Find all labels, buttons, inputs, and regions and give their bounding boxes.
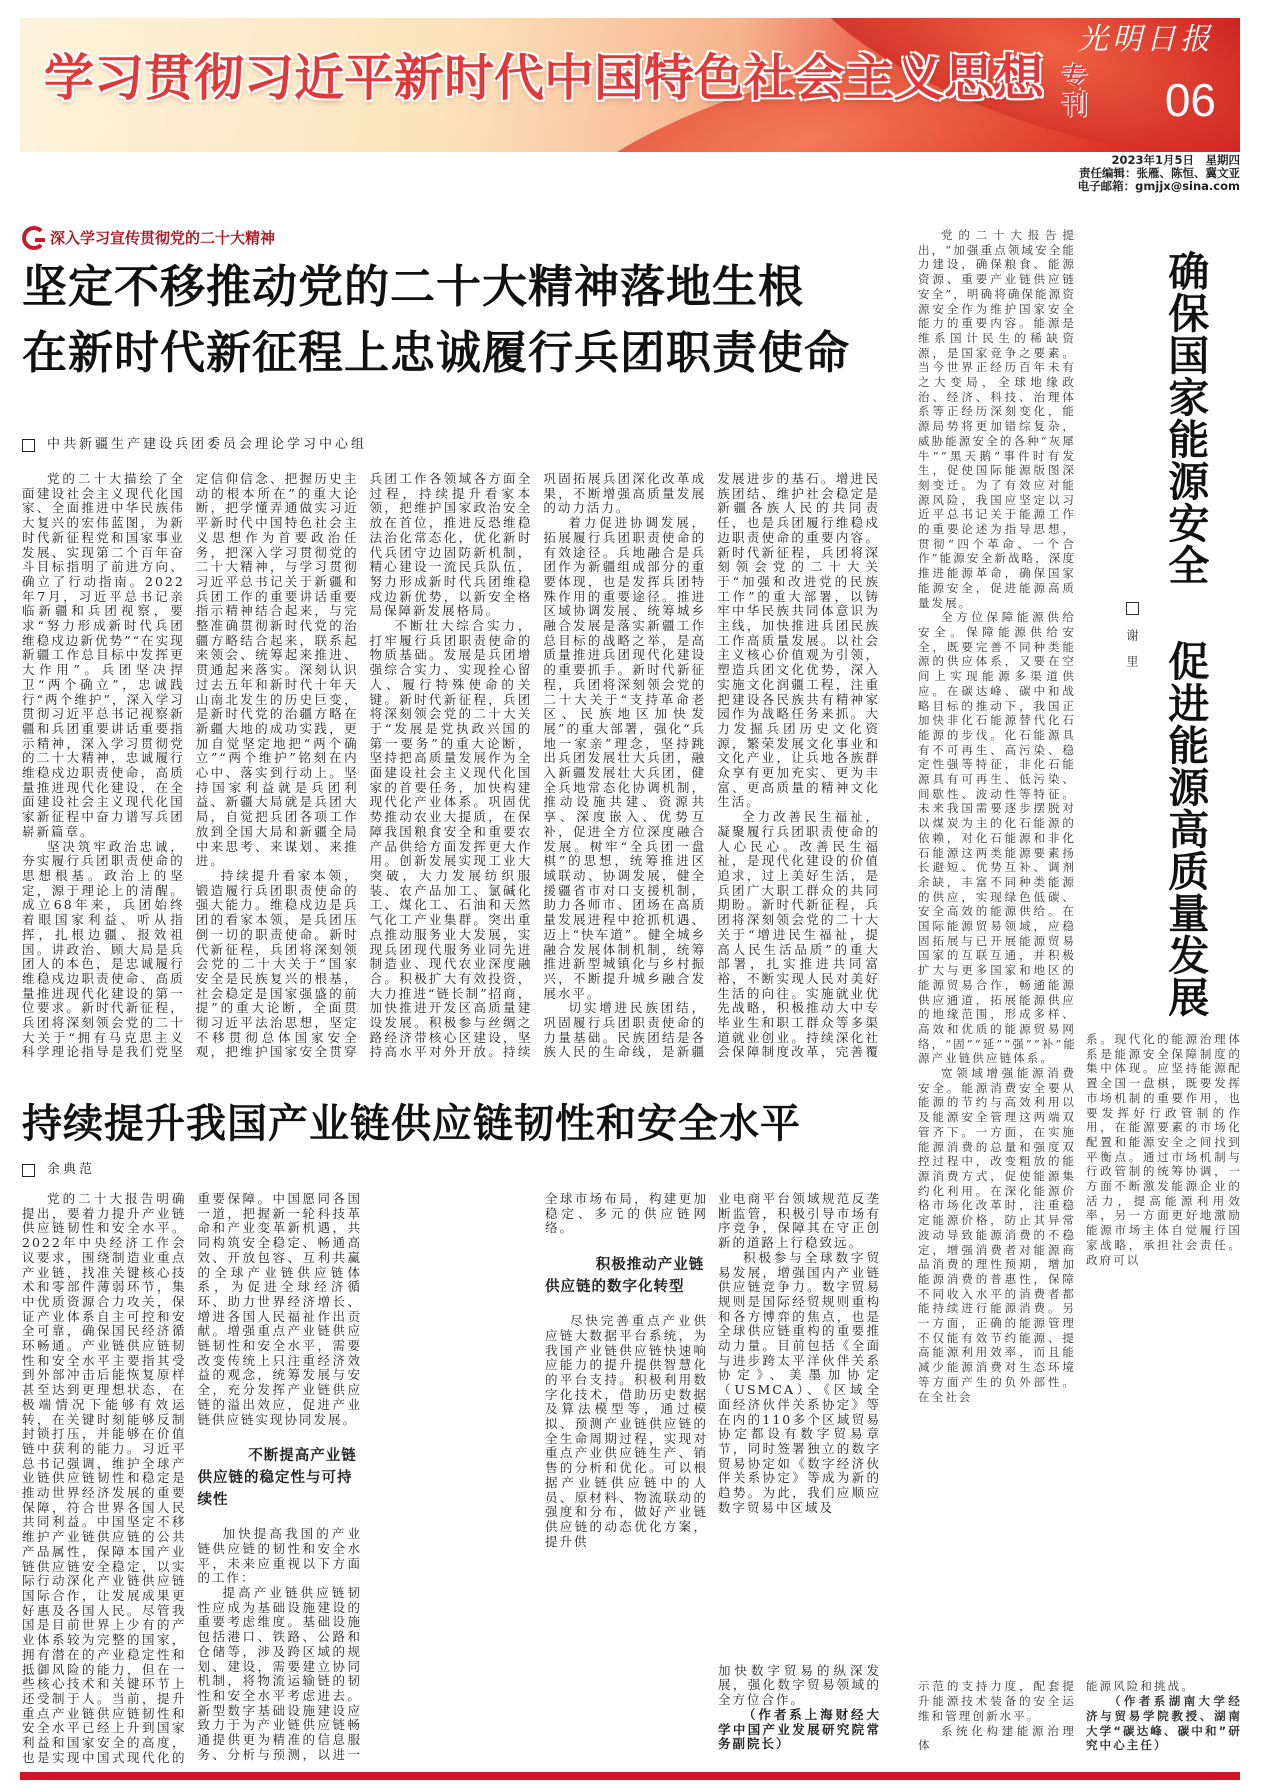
newspaper-logo: 光明日报 [1078,22,1214,57]
energy-byline [1125,602,1139,681]
energy-headline-part2: 促进能源高质量发展 [1161,640,1210,1018]
article1-body [22,472,880,1072]
energy-article-column-b [1086,1032,1242,1753]
special-issue-label: 专刊 [1062,63,1089,121]
g-logo-icon [22,226,46,250]
subheading: 不断提高产业链供应链的稳定性与可持续性 [197,1448,357,1509]
kicker-text: 深入学习宣传贯彻党的二十大精神 [50,229,276,247]
email: 电子邮箱：gmjjx@sina.com [1077,179,1240,193]
energy-column-a-bottom [918,1679,1076,1753]
paragraph: 加快提高我国的产业链供应链的韧性和安全水平，未来应重视以下方面的工作： [197,1526,362,1586]
paragraph: 全力改善民生福祉，凝聚履行兵团职责使命的人心民心。改善民生福祉，是现代化建设的价值追求，过上美好生活，是兵团广大职工群众的共同期盼。新时代新征程，兵团将深刻领会党的二十大关于“增进民生福祉，提高人民生活品质”的重大部署，扎实推进共同富裕，不断实现人民对美好生活的向往。实施就业优先战略，积极推动大中专毕业生和职工群众等多渠道就业创业。持续深化社会保障制度改革，完善覆 [717,809,880,1060]
paragraph: 提高产业链供应链韧性应成为基础设施建设的重要考虑维度。基础设施包括港口、铁路、公路和仓储等，涉及跨区域的规划、建设，需要建立协同机制，将物流运输链的韧性和安全水平考虑进去。新型数字基础设施建设应致力于为产业链供应链畅通提供更为精准的信息服务、分析与预测，以进一 [197,1585,362,1762]
energy-article-column-a [918,228,1076,1753]
paragraph: 坚决筑牢政治忠诚，夯实履行兵团职责使命的思想根基。政治上的坚定，源于理论上的清醒。成立68年来，兵团始终着眼国家利益、听从指挥，扎根边疆、报效祖国。讲政治、顾大局是兵团人的本色，是忠诚履行维稳戍边职责使命、高质量推进现代化建设的第一位要求。新时代新征程，兵团将深刻领会党的二十大关于“拥有马克思主义科学理论指导是我们党坚定信仰信念、把握历史主动的根本所在”的重大论断，把学懂弄通做实习近平新时代中国特色社会主义思想作为首要政治任务，把深入学习贯彻党的二十大精神，与学习贯彻习近平总书记关于新疆和兵团工作的重要讲话重要指示精神结合起来，与完整准确贯彻新时代党的治疆方略结合起来，联系起来领会、统筹起来推进、贯通起来落实。深刻认识过去五年和新时代十年天山南北发生的历史巨变，是新时代党的治疆方略在新疆大地的成功实践，更加自觉坚定地把“两个确立”“两个维护”铭刻在内心中、落实到行动上。坚持国家利益就是兵团利益、新疆大局就是兵团大局，自觉把兵团各项工作放到全国大局和新疆全局中来思考、来谋划、来推进。 [22,472,359,1060]
article2-columns-1-2 [22,1192,362,1767]
author-note: （作者系湖南大学经济与贸易学院教授、湖南大学“碳达峰、碳中和”研究中心主任） [1086,1694,1242,1753]
paragraph: 积极参与全球数字贸易发展，增强国内产业链供应链竞争力。数字贸易规则是国际经贸规则重构和各方博弈的焦点，也是全球供应链重构的重要推动力量。目前包括《全面与进步跨太平洋伙伴关系协定》、美墨加协定（USMCA）、《区域全面经济伙伴关系协定》等在内的110多个区域贸易协定都设有数字贸易章节，同时签署独立的数字贸易协定如《数字经济伙伴关系协定》等成为新的趋势。为此，我们应顺应数字贸易中区域及 [718,1249,881,1515]
byline-box-icon [22,1164,35,1177]
paragraph: 全球市场布局，构建更加稳定、多元的供应链网络。 [545,1192,708,1236]
article1-headline-line2: 在新时代新征程上忠诚履行兵团职责使命 [22,326,851,379]
paragraph: 切实增进民族团结，巩固履行兵团职责使命的力量基础。民族团结是各族人民的生命线，是新疆发展进步的基石。增进民族团结、维护社会稳定是新疆各族人民的共同责任，也是兵团履行维稳戍边职责使命的重要内容。新时代新征程，兵团将深刻领会党的二十大关于“加强和改进党的民族工作”的重大部署，以铸牢中华民族共同体意识为主线，加快推进兵团民族工作高质量发展。以社会主义核心价值观为引领，塑造兵团文化优势，深入实施文化润疆工程，注重把建设各民族共有精神家园作为战略任务来抓。大力发掘兵团历史文化资源，繁荣发展文化事业和文化产业，让兵地各族群众享有更加充实、更为丰富、更高质量的精神文化生活。 [543,472,880,1060]
section-kicker [22,226,275,250]
article2-headline: 持续提升我国产业链供应链韧性和安全水平 [22,1100,801,1147]
paragraph: 能源风险和挑战。 [1086,1679,1195,1694]
byline-box-icon [1126,602,1139,615]
paragraph: 加快数字贸易的纵深发展，强化数字贸易领域的全方位合作。 [718,1662,881,1708]
article2-column-5 [718,1192,881,1752]
article1-byline [22,437,367,453]
article2-column-5-bottom [718,1664,881,1752]
masthead-banner [20,18,1240,152]
page-number: 06 [1164,74,1216,126]
issue-meta [1078,154,1240,193]
editors: 责任编辑：张雁、陈恒、冀文亚 [1079,166,1240,180]
article2-author: 余典范 [47,1162,96,1177]
special-issue-title: 学习贯彻习近平新时代中国特色社会主义思想 [44,49,1044,107]
paragraph: 党的二十大报告明确提出，要着力提升产业链供应链韧性和安全水平。2022年中央经济工作会议要求，围绕制造业重点产业链，找准关键核心技术和零部件薄弱环节，集中优质资源合力攻关，保证产业体系自主可控和安全可靠，确保国民经济循环畅通。产业链供应链韧性和安全水平主要指其受到外部冲击后能恢复原样甚至达到更理想状态，在极端情况下能够有效运转，在关键时刻能够反制封锁打压，并能够在价值链中获利的能力。习近平总书记强调，维护全球产业链供应链韧性和稳定是推动世界经济发展的重要保障，符合世界各国人民共同利益。中国坚定不移维护产业链供应链的公共产品属性，保障本国产业链供应链安全稳定，以实际行动深化产业链供应链国际合作，让发展成果更好惠及各国人民。尽管我国是目前世界上少有的产业体系较为完整的国家，拥有潜在的产业稳定性和抵御风险的能力，但在一些核心技术和关键环节上还受制于人。当前，提升重点产业链供应链韧性和安全水平已经上升到国家利益和国家安全的高度，也是实现中国式现代化的重要保障。中国愿同各国一道，把握新一轮科技革命和产业变革新机遇，共同构筑安全稳定、畅通高效、开放包容、互利共赢的全球产业链供应链体系，为促进全球经济循环、助力世界经济增长、增进各国人民福祉作出贡献。增强重点产业链供应链韧性和安全水平，需要改变传统上只注重经济效益的观念，统筹发展与安全，充分发挥产业链供应链的溢出效应，促进产业链供应链实现协同发展。 [22,1192,362,1765]
bottom-red-rule [20,1772,1240,1780]
article1-author: 中共新疆生产建设兵团委员会理论学习中心组 [47,437,368,452]
energy-headline-part1: 确保国家能源安全 [1161,250,1210,586]
paragraph: 着力促进协调发展，拓展履行兵团职责使命的有效途径。兵地融合是兵团作为新疆组成部分的重要体现，也是发挥兵团特殊作用的重要途径。推进区域协调发展、统筹城乡融合发展是落实新疆工作总目标的战略之举，是高质量推进兵团现代化建设的重要抓手。新时代新征程，兵团将深刻领会党的二十大关于“支持革命老区、民族地区加快发展”的重大部署，强化“兵地一家亲”理念，坚持跳出兵团发展壮大兵团，融入新疆发展壮大兵团，健全兵地常态化协调机制，推动设施共建、资源共享、深度嵌入、优势互补，促进全方位深度融合发展。树牢“全兵团一盘棋”的思想，统筹推进区域联动、协调发展，健全援疆省市对口支援机制，助力各师市、团场在高质量发展进程中抢抓机遇、迈上“快车道”。健全城乡融合发展体制机制，统筹推进新型城镇化与乡村振兴，不断提升城乡融合发展水平。 [543,515,707,1001]
energy-column-b-top [1086,1032,1242,1267]
paragraph: 持续提升看家本领，锻造履行兵团职责使命的强大能力。维稳戍边是兵团的看家本领，是兵团压倒一切的职责使命。新时代新征程，兵团将深刻领会党的二十大关于“国家安全是民族复兴的根基，社会稳定是国家强盛的前提”的重大论断，全面贯彻习近平法治思想，坚定不移贯彻总体国家安全观，把维护国家安全贯穿兵团工作各领域各方面全过程，持续提升看家本领，把维护国家政治安全放在首位，推进反恐维稳法治化常态化，优化新时代兵团守边固防新机制，精心建设一流民兵队伍，努力形成新时代兵团维稳戍边新优势，以新安全格局保障新发展格局。 [195,472,533,1060]
article2-column-5-top [718,1192,881,1515]
energy-column-b-bottom [1086,1679,1242,1753]
energy-column-a-top [918,228,1076,1404]
article2-column-3 [373,1192,536,1767]
paragraph: 党的二十大报告提出，“加强重点领域安全能力建设，确保粮食、能源资源、重要产业链供应链安全”，明确将确保能源资源安全作为维护国家安全能力的重要内容。能源是维系国计民生的稀缺资源，是国家竞争之要素。当今世界正经历百年未有之大变局，全球地缘政治、经济、科技、治理体系等正经历深刻变化，能源局势将更加错综复杂，威胁能源安全的各种“灰犀牛”“黑天鹅”事件时有发生，促使国际能源版图深刻变迁。为了有效应对能源风险，我国应坚定以习近平总书记关于能源工作的重要论述为指导思想，贯彻“四个革命、一个合作”能源安全新战略，深度推进能源革命，确保国家能源安全，促进能源高质量发展。 [918,228,1076,610]
paragraph: 不断壮大综合实力，打牢履行兵团职责使命的物质基础。发展是兵团增强综合实力、实现拴心留人、履行特殊使命的关键。新时代新征程，兵团将深刻领会党的二十大关于“发展是党执政兴国的第一要务”的重大论断，坚持把高质量发展作为全面建设社会主义现代化国家的首要任务，加快构建现代化产业体系。巩固优势推动农业大提质，在保障我国粮食安全和重要农产品供给方面发挥更大作用。创新发展实现工业大突破，大力发展纺织服装、农产品加工、氯碱化工、煤化工、石油和天然气化工产业集群。突出重点推动服务业大发展，实现兵团现代服务业同先进制造业、现代农业深度融合。积极扩大有效投资，大力推进“链长制”招商，加快推进开发区高质量建设发展。积极参与丝绸之路经济带核心区建设，坚持高水平对外开放。持续巩固拓展兵团深化改革成果，不断增强高质量发展的动力活力。 [369,472,707,1060]
paragraph: 系。现代化的能源治理体系是能源安全保障制度的集中体现。应坚持能源配置全国一盘棋，既要发挥市场机制的重要作用，也要发挥好行政管制的作用，在能源要素的市场化配置和能源安全之间找到平衡点。通过市场机制与行政管制的统筹协调，一方面不断激发能源企业的活力，提高能源利用效率，另一方面更好地激励能源市场主体自觉履行国家战略，承担社会责任。政府可以 [1086,1032,1242,1267]
paragraph: 全方位保障能源供给安全。保障能源供给安全，既要完善不同种类能源的供应体系，又要在空间上实现能源多渠道供应。在碳达峰、碳中和战略目标的推动下，我国正加快非化石能源替代化石能源的步伐。化石能源具有不可再生、高污染、稳定性强等特征，非化石能源具有可再生、低污染、间歇性、波动性等特征。未来我国需要逐步摆脱对以煤炭为主的化石能源的依赖，对化石能源和非化石能源这两类能源要素扬长避短、优势互补、调剂余缺，丰富不同种类能源的供应，实现绿色低碳、安全高效的能源供给。在国际能源贸易领域，应稳固拓展与已开展能源贸易国家的互联互通，并积极扩大与更多国家和地区的能源贸易合作，畅通能源供应通道，拓展能源供应的地缘范围，形成多样、高效和优质的能源贸易网络，“固”“延”“强”“补”能源产业链供应链体系。 [918,610,1078,1066]
paragraph: 系统化构建能源治理体 [918,1723,1076,1753]
paragraph: 尽快完善重点产业供应链大数据平台系统，为我国产业链供应链快速响应能力的提升提供智慧化的平台支持。积极利用数字化技术，借助历史数据及算法模型等，通过模拟、预测产业链供应链的全生命周期过程，实现对重点产业供应链生产、销售的分析和优化。可以根据产业链供应链中的人员、原材料、物流联动的强度和分布，做好产业链供应链的动态优化方案，提升供 [545,1313,708,1549]
article2-byline [22,1162,95,1178]
energy-author: 谢里 [1125,629,1139,681]
article1-headline-line1: 坚定不移推动党的二十大精神落地生根 [22,260,805,313]
paragraph: 宽领域增强能源消费安全。能源消费安全要从能源的节约与高效利用以及能源安全管理这两端双管齐下。一方面，在实施能源消费的总量和强度双控过程中，改变粗放的能源消费方式，促使能源集约化利用。在深化能源价格市场化改革时，注重稳定能源价格，防止其异常波动导致能源消费的不稳定，增强消费者对能源商品消费的理性预期，增加能源消费的普惠性，保障不同收入水平的消费者都能持续进行能源消费。另一方面，正确的能源管理不仅能有效节约能源、提高能源利用效率，而且能减少能源消费对生态环境等方面产生的负外部性。在全社会 [918,1066,1076,1404]
paragraph: 业电商平台领域规范反垄断监管，积极引导市场有序竞争，保障其在守正创新的道路上行稳致远。 [718,1191,881,1251]
paragraph: 党的二十大描绘了全面建设社会主义现代化国家、全面推进中华民族伟大复兴的宏伟蓝图，为新时代新征程党和国家事业发展、实现第二个百年奋斗目标指明了前进方向、确立了行动指南。2022年7月，习近平总书记亲临新疆和兵团视察，要求“努力形成新时代兵团维稳戍边新优势”“在实现新疆工作总目标中发挥更大作用”。兵团坚决捍卫“两个确立”，忠诚践行“两个维护”，深入学习贯彻习近平总书记视察新疆和兵团重要讲话重要指示精神，深入学习贯彻党的二十大精神，忠诚履行维稳戍边职责使命，高质量推进现代化建设，在全面建设社会主义现代化国家新征程中奋力谱写兵团崭新篇章。 [22,472,185,839]
subheading: 积极推动产业链供应链的数字化转型 [545,1257,705,1296]
paragraph: 示范的支持力度，配套提升能源技术装备的安全运维和管理创新水平。 [918,1679,1076,1723]
article2-column-4 [545,1192,708,1767]
author-note: （作者系上海财经大学中国产业发展研究院常务副院长） [718,1706,881,1752]
issue-date: 2023年1月5日 星期四 [1111,153,1240,167]
byline-box-icon [22,439,35,452]
